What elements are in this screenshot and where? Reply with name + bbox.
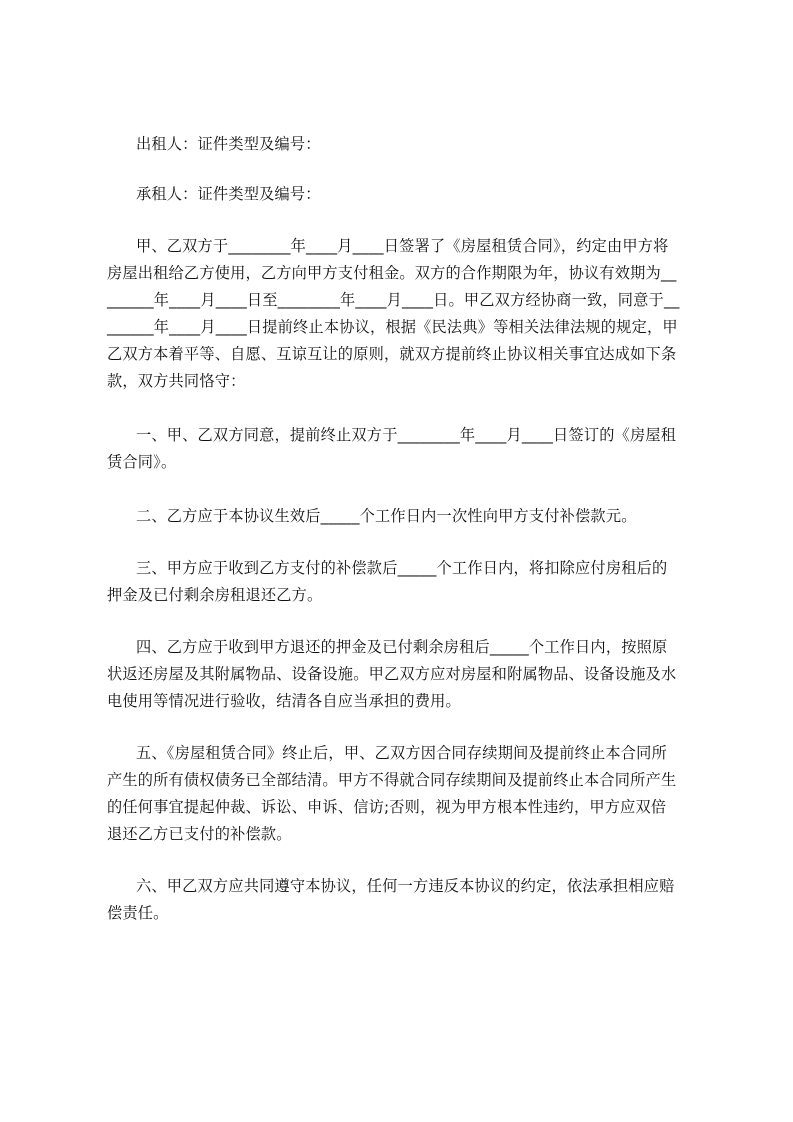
clause-6-line: 六、甲乙双方应共同遵守本协议，任何一方违反本协议的约定，依法承担相应赔 (136, 877, 675, 895)
clause-2-line: 二、乙方应于本协议生效后_____个工作日内一次性向甲方支付补偿款元。 (136, 507, 637, 525)
clause-5-line: 产生的所有债权债务已全部结清。甲方不得就合同存续期间及提前终止本合同所产生 (107, 771, 677, 789)
clause-4-line: 四、乙方应于收到甲方退还的押金及已付剩余房租后_____个工作日内，按照原 (136, 638, 668, 656)
clause-5-line: 退还乙方已支付的补偿款。 (107, 825, 292, 843)
clause-4-line: 电使用等情况进行验收，结清各自应当承担的费用。 (107, 692, 461, 710)
preamble-line: 款，双方共同恪守： (107, 372, 246, 390)
preamble-line: ______年____月____日至________年____月____日。甲乙双方经协商一致，同意于__ (107, 291, 680, 309)
clause-6-line: 偿责任。 (107, 904, 169, 922)
clause-1-line: 一、甲、乙双方同意，提前终止双方于________年____月____日签订的《房屋租 (136, 426, 677, 444)
lessor-id-line: 出租人：证件类型及编号： (136, 135, 321, 153)
lessee-id-line: 承租人：证件类型及编号： (136, 185, 321, 203)
preamble-line: ______年____月____日提前终止本协议，根据《民法典》等相关法律法规的规定，甲 (107, 318, 678, 336)
preamble-line: 房屋出租给乙方使用，乙方向甲方支付租金。双方的合作期限为年，协议有效期为__ (107, 264, 677, 282)
preamble-line: 乙双方本着平等、自愿、互谅互让的原则，就双方提前终止协议相关事宜达成如下条 (107, 345, 677, 363)
preamble-line: 甲、乙双方于________年____月____日签署了《房屋租赁合同》，约定由甲方将 (136, 237, 669, 255)
clause-4-line: 状返还房屋及其附属物品、设备设施。甲乙双方应对房屋和附属物品、设备设施及水 (107, 665, 677, 683)
clause-5-line: 的任何事宜提起仲裁、诉讼、申诉、信访;否则，视为甲方根本性违约，甲方应双倍 (107, 798, 667, 816)
clause-3-line: 三、甲方应于收到乙方支付的补偿款后_____个工作日内，将扣除应付房租后的 (136, 559, 668, 577)
clause-5-line: 五、《房屋租赁合同》终止后，甲、乙双方因合同存续期间及提前终止本合同所 (136, 744, 667, 762)
clause-1-line: 赁合同》。 (107, 453, 177, 471)
clause-3-line: 押金及已付剩余房租退还乙方。 (107, 586, 323, 604)
